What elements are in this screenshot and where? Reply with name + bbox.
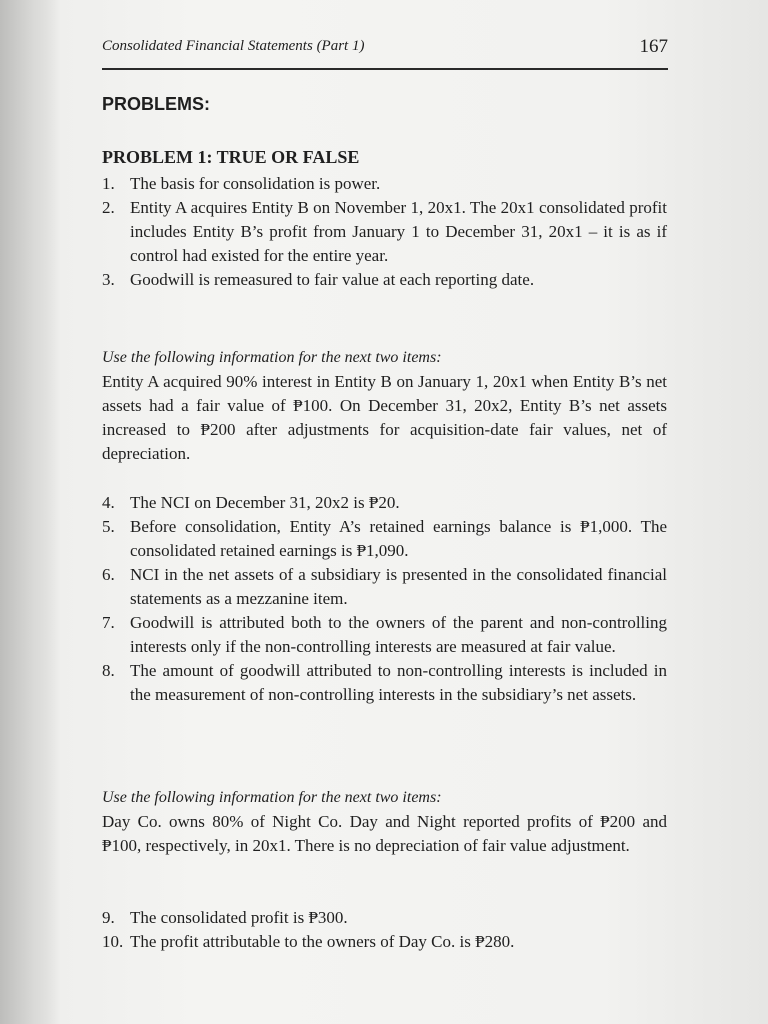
item-text: The basis for consolidation is power.: [130, 174, 381, 193]
item-number: 5.: [102, 517, 115, 536]
list-item: [102, 268, 667, 292]
items-group-3: [102, 906, 667, 954]
list-item: [102, 659, 667, 707]
item-text: Before consolidation, Entity A’s retained earnings balance is ₱1,000. The consolidated retained earnings is ₱1,090.: [130, 517, 667, 560]
item-number: 4.: [102, 493, 115, 512]
list-item: [102, 930, 667, 954]
info-block-2: [102, 786, 667, 858]
item-number: 9.: [102, 908, 115, 927]
page-binding-shadow: [0, 0, 60, 1024]
item-number: 6.: [102, 565, 115, 584]
page-number: 167: [639, 36, 668, 57]
item-text: NCI in the net assets of a subsidiary is presented in the consolidated financial statements as a mezzanine item.: [130, 565, 667, 608]
items-group-2: [102, 491, 667, 707]
list-item: [102, 196, 667, 268]
item-text: Entity A acquires Entity B on November 1, 20x1. The 20x1 consolidated profit includes Entity B’s profit from January 1 to December 31, 20x1 – it is as if control had existed for the entire year.: [130, 198, 667, 265]
items-group-1: [102, 172, 667, 292]
item-text: The NCI on December 31, 20x2 is ₱20.: [130, 493, 400, 512]
item-number: 2.: [102, 198, 115, 217]
problems-heading: PROBLEMS:: [102, 94, 210, 114]
running-title: Consolidated Financial Statements (Part 1): [102, 38, 365, 54]
info-intro: Use the following information for the next two items:: [102, 349, 442, 366]
list-item: [102, 906, 667, 930]
info-intro: Use the following information for the next two items:: [102, 789, 442, 806]
item-number: 1.: [102, 174, 115, 193]
item-text: The consolidated profit is ₱300.: [130, 908, 348, 927]
info-paragraph: Day Co. owns 80% of Night Co. Day and Night reported profits of ₱200 and ₱100, respectively, in 20x1. There is no depreciation of fair value adjustment.: [102, 812, 667, 855]
list-item: [102, 491, 667, 515]
item-text: Goodwill is remeasured to fair value at each reporting date.: [130, 270, 535, 289]
page-header: [102, 38, 668, 70]
item-number: 10.: [102, 932, 124, 951]
info-paragraph: Entity A acquired 90% interest in Entity B on January 1, 20x1 when Entity B’s net assets had a fair value of ₱100. On December 31, 20x2, Entity B’s net assets increased to ₱200 after adjustments for acquisition-date fair values, net of depreciation.: [102, 372, 667, 463]
list-item: [102, 563, 667, 611]
item-text: Goodwill is attributed both to the owners of the parent and non-controlling interests only if the non-controlling interests are measured at fair value.: [130, 613, 667, 656]
list-item: [102, 172, 667, 196]
item-number: 7.: [102, 613, 115, 632]
list-item: [102, 611, 667, 659]
item-number: 3.: [102, 270, 115, 289]
info-block-1: [102, 346, 667, 466]
list-item: [102, 515, 667, 563]
item-number: 8.: [102, 661, 115, 680]
problem-title: PROBLEM 1: TRUE OR FALSE: [102, 147, 360, 167]
item-text: The profit attributable to the owners of Day Co. is ₱280.: [130, 932, 515, 951]
item-text: The amount of goodwill attributed to non-controlling interests is included in the measurement of non-controlling interests in the subsidiary’s net assets.: [130, 661, 667, 704]
